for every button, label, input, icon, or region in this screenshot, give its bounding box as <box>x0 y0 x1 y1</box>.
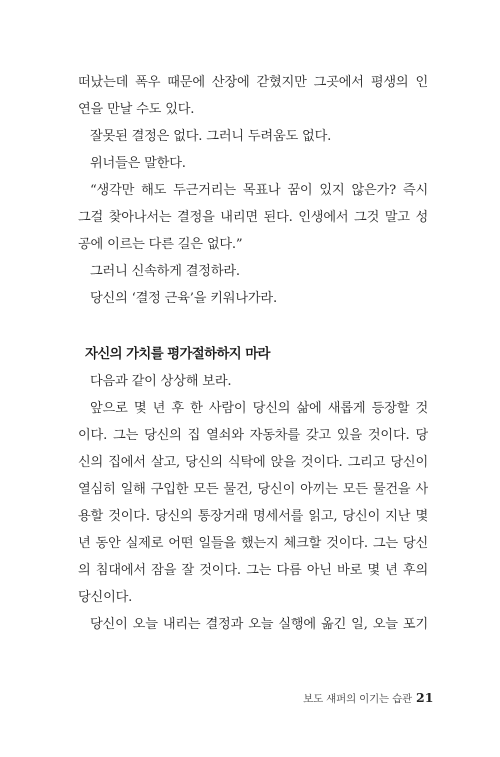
body-line: 떠났는데 폭우 때문에 산장에 갇혔지만 그곳에서 평생의 인 <box>78 75 428 90</box>
body-line: 연을 만날 수도 있다. <box>78 102 195 117</box>
body-line: 용할 것이다. 당신의 통장거래 명세서를 읽고, 당신이 지난 몇 <box>78 509 428 524</box>
body-line: 당신의 ‘결정 근육’을 키워나가라. <box>90 291 277 306</box>
quote-line: “생각만 해도 두근거리는 목표나 꿈이 있지 않은가? 즉시 <box>90 183 428 198</box>
body-line: 당신이 오늘 내리는 결정과 오늘 실행에 옮긴 일, 오늘 포기 <box>90 617 428 632</box>
body-line: 다음과 같이 상상해 보라. <box>90 374 232 389</box>
body-line: 년 동안 실제로 어떤 일들을 했는지 체크할 것이다. 그는 당신 <box>78 536 428 551</box>
quote-line: 그걸 찾아나서는 결정을 내리면 된다. 인생에서 그것 말고 성 <box>78 210 428 225</box>
section-heading: 자신의 가치를 평가절하하지 마라 <box>85 347 270 362</box>
body-line: 당신이다. <box>78 590 133 605</box>
body-line: 열심히 일해 구입한 모든 물건, 당신이 아끼는 모든 물건을 사 <box>78 482 428 497</box>
body-line: 의 침대에서 잠을 잘 것이다. 그는 다름 아닌 바로 몇 년 후의 <box>78 563 428 578</box>
body-line: 신의 집에서 살고, 당신의 식탁에 앉을 것이다. 그리고 당신이 <box>78 455 428 470</box>
body-line: 앞으로 몇 년 후 한 사람이 당신의 삶에 새롭게 등장할 것 <box>90 401 428 416</box>
body-line: 잘못된 결정은 없다. 그러니 두려움도 없다. <box>90 129 332 144</box>
body-line: 위너들은 말한다. <box>90 156 186 171</box>
body-line: 이다. 그는 당신의 집 열쇠와 자동차를 갖고 있을 것이다. 당 <box>78 428 428 443</box>
page-number: 21 <box>416 690 434 705</box>
quote-line: 공에 이르는 다른 길은 없다.” <box>78 237 243 252</box>
body-line: 그러니 신속하게 결정하라. <box>90 264 240 279</box>
running-footer-title: 보도 섀퍼의 이기는 습관 <box>303 693 412 705</box>
